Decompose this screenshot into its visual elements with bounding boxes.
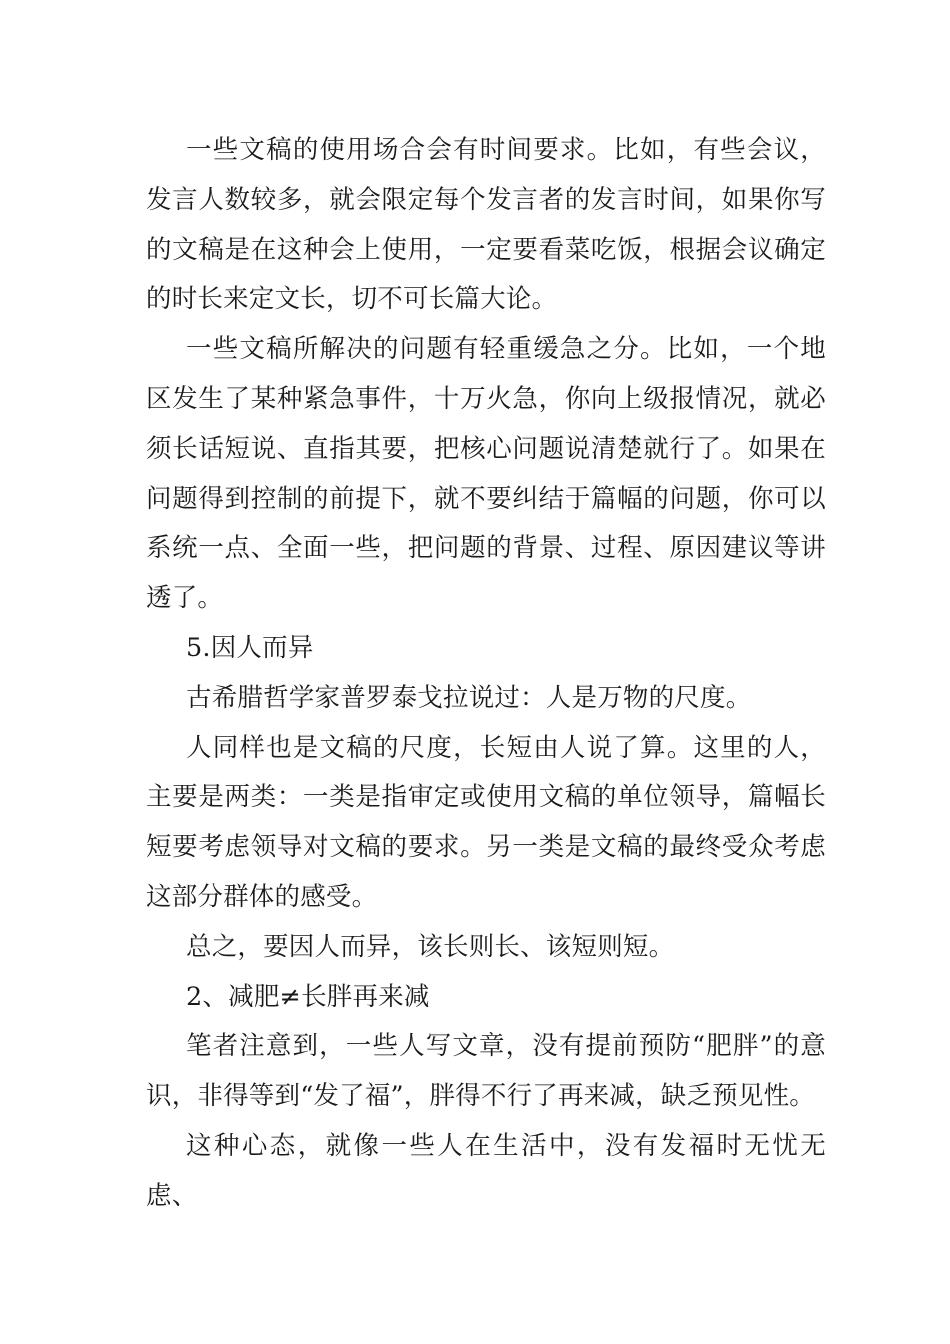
document-body: [146, 126, 826, 1222]
paragraph-protagoras-quote: 古希腊哲学家普罗泰戈拉说过：人是万物的尺度。: [186, 682, 752, 713]
paragraph-summary: 总之，要因人而异，该长则长、该短则短。: [186, 931, 675, 962]
paragraph-time-requirements: 一些文稿的使用场合会有时间要求。比如，有些会议，发言人数较多，就会限定每个发言者的发言时间，如果你写的文稿是在这种会上使用，一定要看菜吃饭，根据会议确定的时长来定文长，切不可长篇大论。: [146, 135, 826, 315]
paragraph-priority-issues: 一些文稿所解决的问题有轻重缓急之分。比如，一个地区发生了某种紧急事件，十万火急，你向上级报情况，就必须长话短说、直指其要，把核心问题说清楚就行了。如果在问题得到控制的前提下，就不要纠结于篇幅的问题，你可以系统一点、全面一些，把问题的背景、过程、原因建议等讲透了。: [146, 334, 826, 614]
section-heading-depends-on-people: 5.因人而异: [186, 632, 314, 663]
paragraph-people-as-measure: 人同样也是文稿的尺度，长短由人说了算。这里的人，主要是两类：一类是指审定或使用文稿的单位领导，篇幅长短要考虑领导对文稿的要求。另一类是文稿的最终受众考虑这部分群体的感受。: [146, 732, 826, 912]
paragraph-author-observation: 笔者注意到，一些人写文章，没有提前预防“肥胖”的意识，非得等到“发了福”，胖得不行了再来减，缺乏预见性。: [146, 1031, 826, 1112]
section-heading-weight-loss: 2、减肥≠长胖再来减: [186, 981, 430, 1012]
paragraph-mindset: 这种心态，就像一些人在生活中，没有发福时无忧无虑、: [146, 1130, 826, 1211]
